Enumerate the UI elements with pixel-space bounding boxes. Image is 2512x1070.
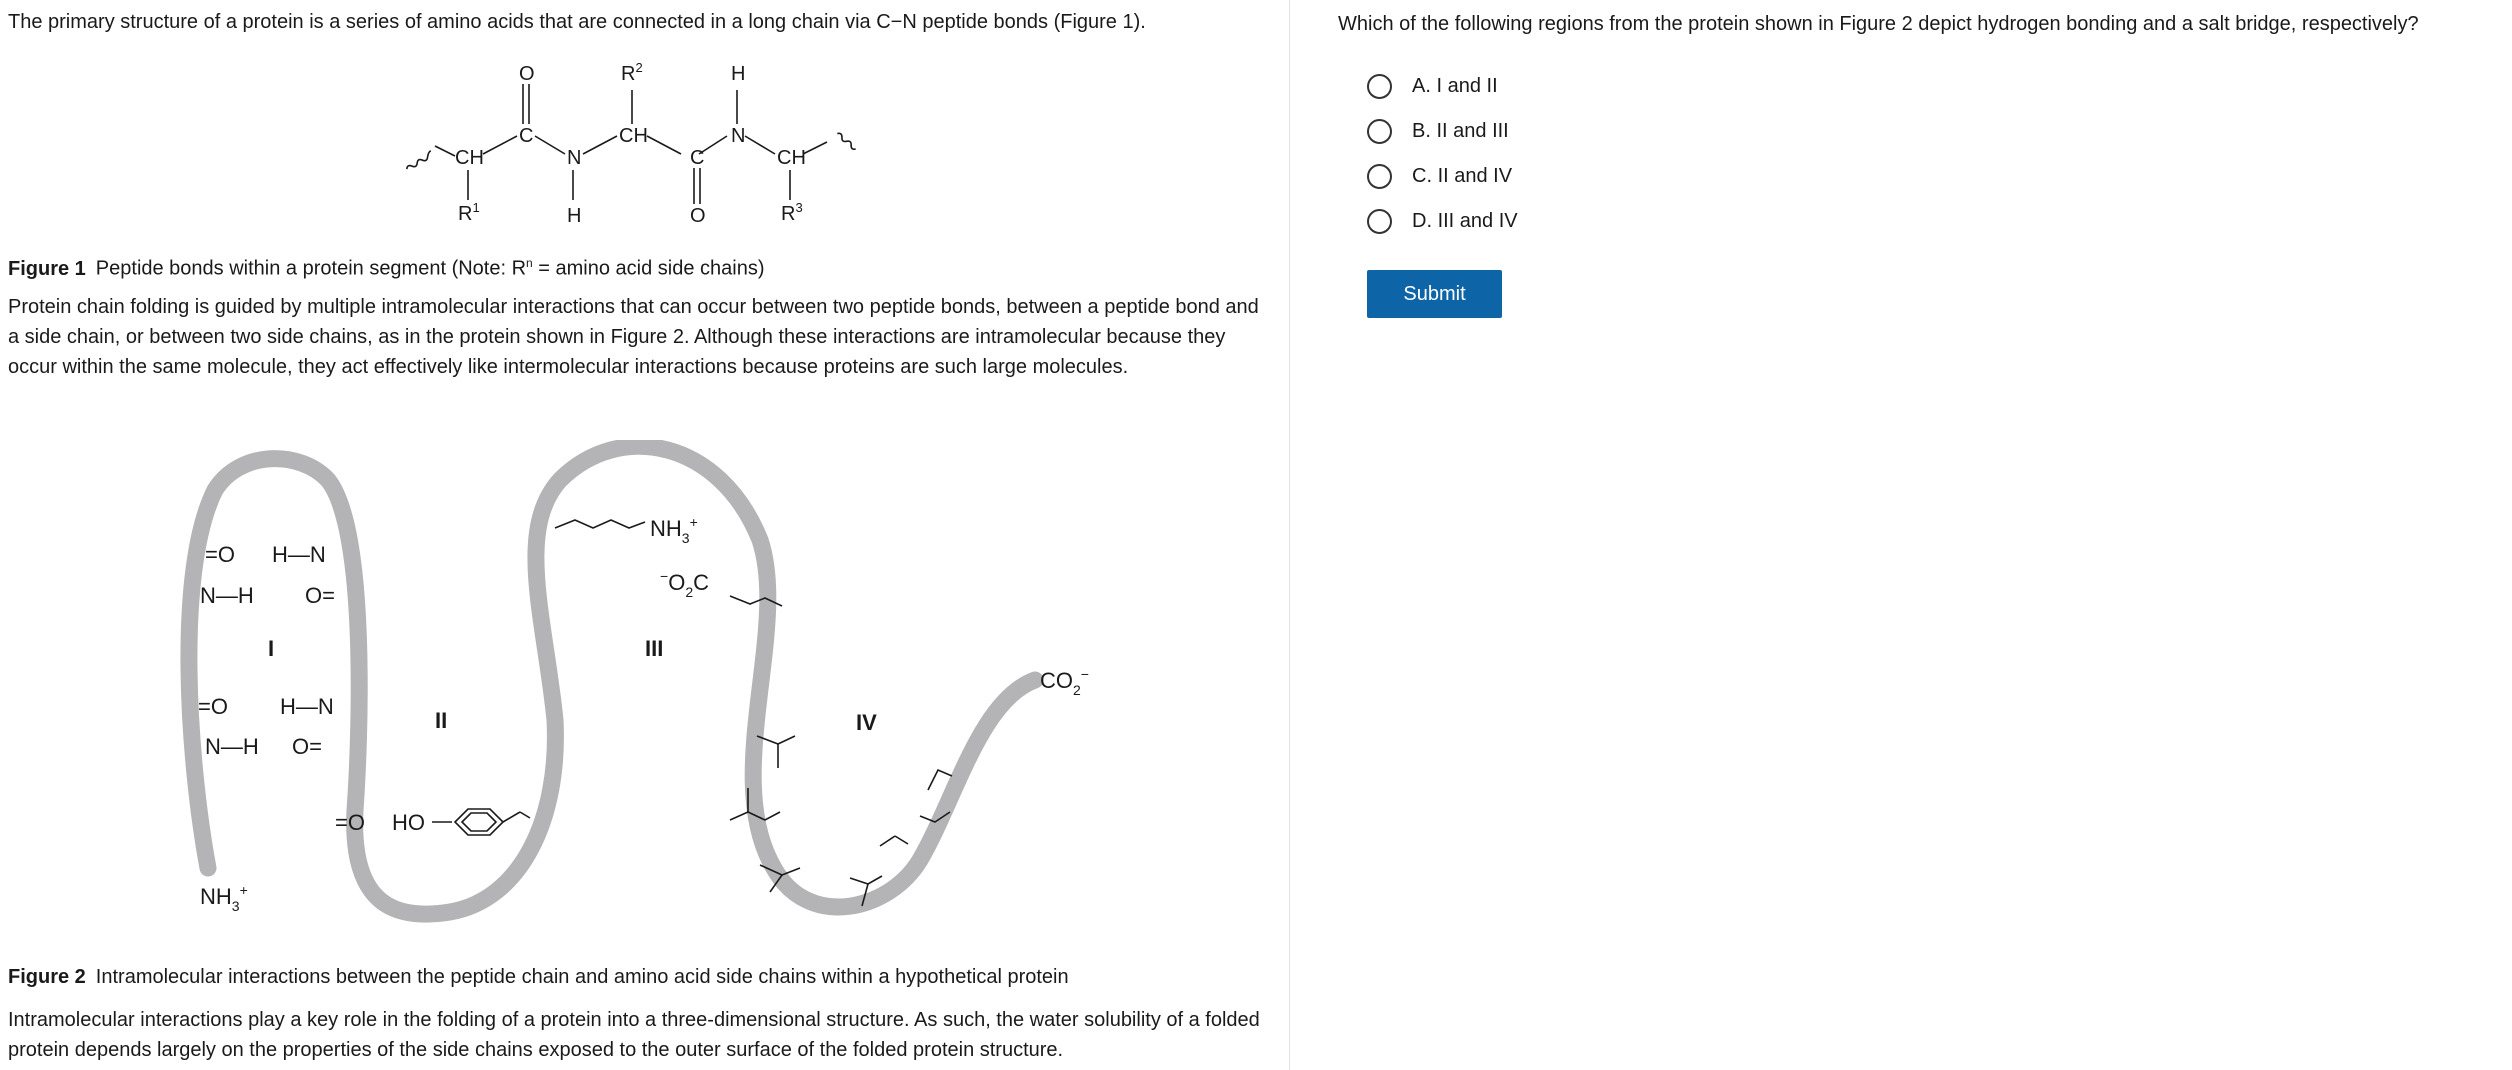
fig2-label-hn-1: H—N (272, 542, 326, 567)
figure-1-caption-tail: = amino acid side chains) (532, 257, 765, 280)
fig1-label-o-bottom: O (690, 205, 706, 227)
fig2-peptide-chain (189, 446, 1035, 914)
figure-2-caption-text: Intramolecular interactions between the peptide chain and amino acid side chains within a hypothetical protein (95, 966, 1069, 988)
fig2-region-iii: III (645, 636, 664, 661)
option-a[interactable] (1367, 68, 1498, 104)
fig2-label-hn-2: H—N (280, 694, 334, 719)
fig1-label-r2: $R^2$ (621, 60, 643, 85)
fig2-label-ho: HO (392, 810, 425, 835)
option-b[interactable] (1367, 113, 1509, 149)
fig2-label-nh3-top: $NH_3^+$ (650, 514, 698, 546)
option-c-radio[interactable] (1367, 164, 1392, 189)
fig2-label-o-3: =O (198, 694, 228, 719)
fig2-region-iv: IV (856, 710, 877, 735)
option-b-label[interactable]: B. II and III (1412, 119, 1509, 142)
fig1-label-h-top: H (731, 63, 746, 85)
option-b-radio[interactable] (1367, 119, 1392, 144)
fig1-label-n2: N (731, 125, 746, 147)
figure-2-protein-folding (0, 440, 1290, 960)
option-d[interactable] (1367, 203, 1518, 239)
figure-1-caption-sup: n (526, 256, 533, 270)
fig2-label-co2: $CO_2^-$ (1040, 666, 1089, 698)
figure-1-caption-label: Figure 1 (8, 257, 86, 280)
fig1-label-ch1: CH (619, 125, 648, 147)
option-a-label[interactable]: A. I and II (1412, 74, 1498, 97)
fig1-label-ch-left: CH (455, 147, 484, 169)
passage-paragraph-1: Protein chain folding is guided by multiple intramolecular interactions that can occur between two peptide bonds, between a peptide bond and a side chain, or between two side chains, as in the protein shown in Figure 2. Although these interactions are intramolecular because they occur within the same molecule, they act effectively like intermolecular interactions because proteins are such large molecules. (8, 296, 1259, 378)
fig2-label-o2c: $^-O_2C$ (660, 568, 709, 600)
fig1-label-n1: N (567, 147, 582, 169)
fig1-label-c1: C (519, 125, 534, 147)
figure-2-caption (8, 962, 1278, 992)
fig1-label-c2: C (690, 147, 705, 169)
fig1-label-ch3: CH (777, 147, 806, 169)
fig2-label-o-1: =O (205, 542, 235, 567)
option-d-radio[interactable] (1367, 209, 1392, 234)
fig2-label-nh3-bottom: $NH_3^+$ (200, 882, 248, 914)
fig1-label-r1: $R^1$ (458, 200, 480, 225)
fig2-label-o-4: O= (292, 734, 322, 759)
question-prompt: Which of the following regions from the protein shown in Figure 2 depict hydrogen bonding and a salt bridge, respectively? (1338, 13, 2419, 35)
fig1-label-h-bottom: H (567, 205, 582, 227)
fig2-region-ii: II (435, 708, 448, 733)
fig2-label-o-5: =O (335, 810, 365, 835)
option-d-label[interactable]: D. III and IV (1412, 209, 1518, 232)
passage-intro: The primary structure of a protein is a series of amino acids that are connected in a long chain via C−N peptide bonds (Figure 1). (8, 11, 1146, 33)
question-panel (1291, 0, 2512, 1070)
figure-1-peptide-structure (395, 58, 895, 238)
figure-1-caption-text: Peptide bonds within a protein segment (Note: R (95, 257, 527, 280)
fig1-label-r3: $R^3$ (781, 200, 803, 225)
option-c-label[interactable]: C. II and IV (1412, 164, 1513, 187)
fig2-label-nh-2: N—H (205, 734, 259, 759)
passage-paragraph-2: Intramolecular interactions play a key role in the folding of a protein into a three-dimensional structure. As such, the water solubility of a folded protein depends largely on the properties of the side chains exposed to the outer surface of the folded protein structure. (8, 1009, 1260, 1061)
option-c[interactable] (1367, 158, 1512, 194)
fig2-label-o-2: O= (305, 583, 335, 608)
fig1-label-o-top: O (519, 63, 535, 85)
fig2-region-i: I (268, 636, 275, 661)
option-a-radio[interactable] (1367, 74, 1392, 99)
fig2-label-nh-1: N—H (200, 583, 254, 608)
figure-1-caption (8, 248, 1278, 284)
submit-button[interactable]: Submit (1367, 270, 1502, 318)
figure-2-caption-label: Figure 2 (8, 966, 86, 988)
